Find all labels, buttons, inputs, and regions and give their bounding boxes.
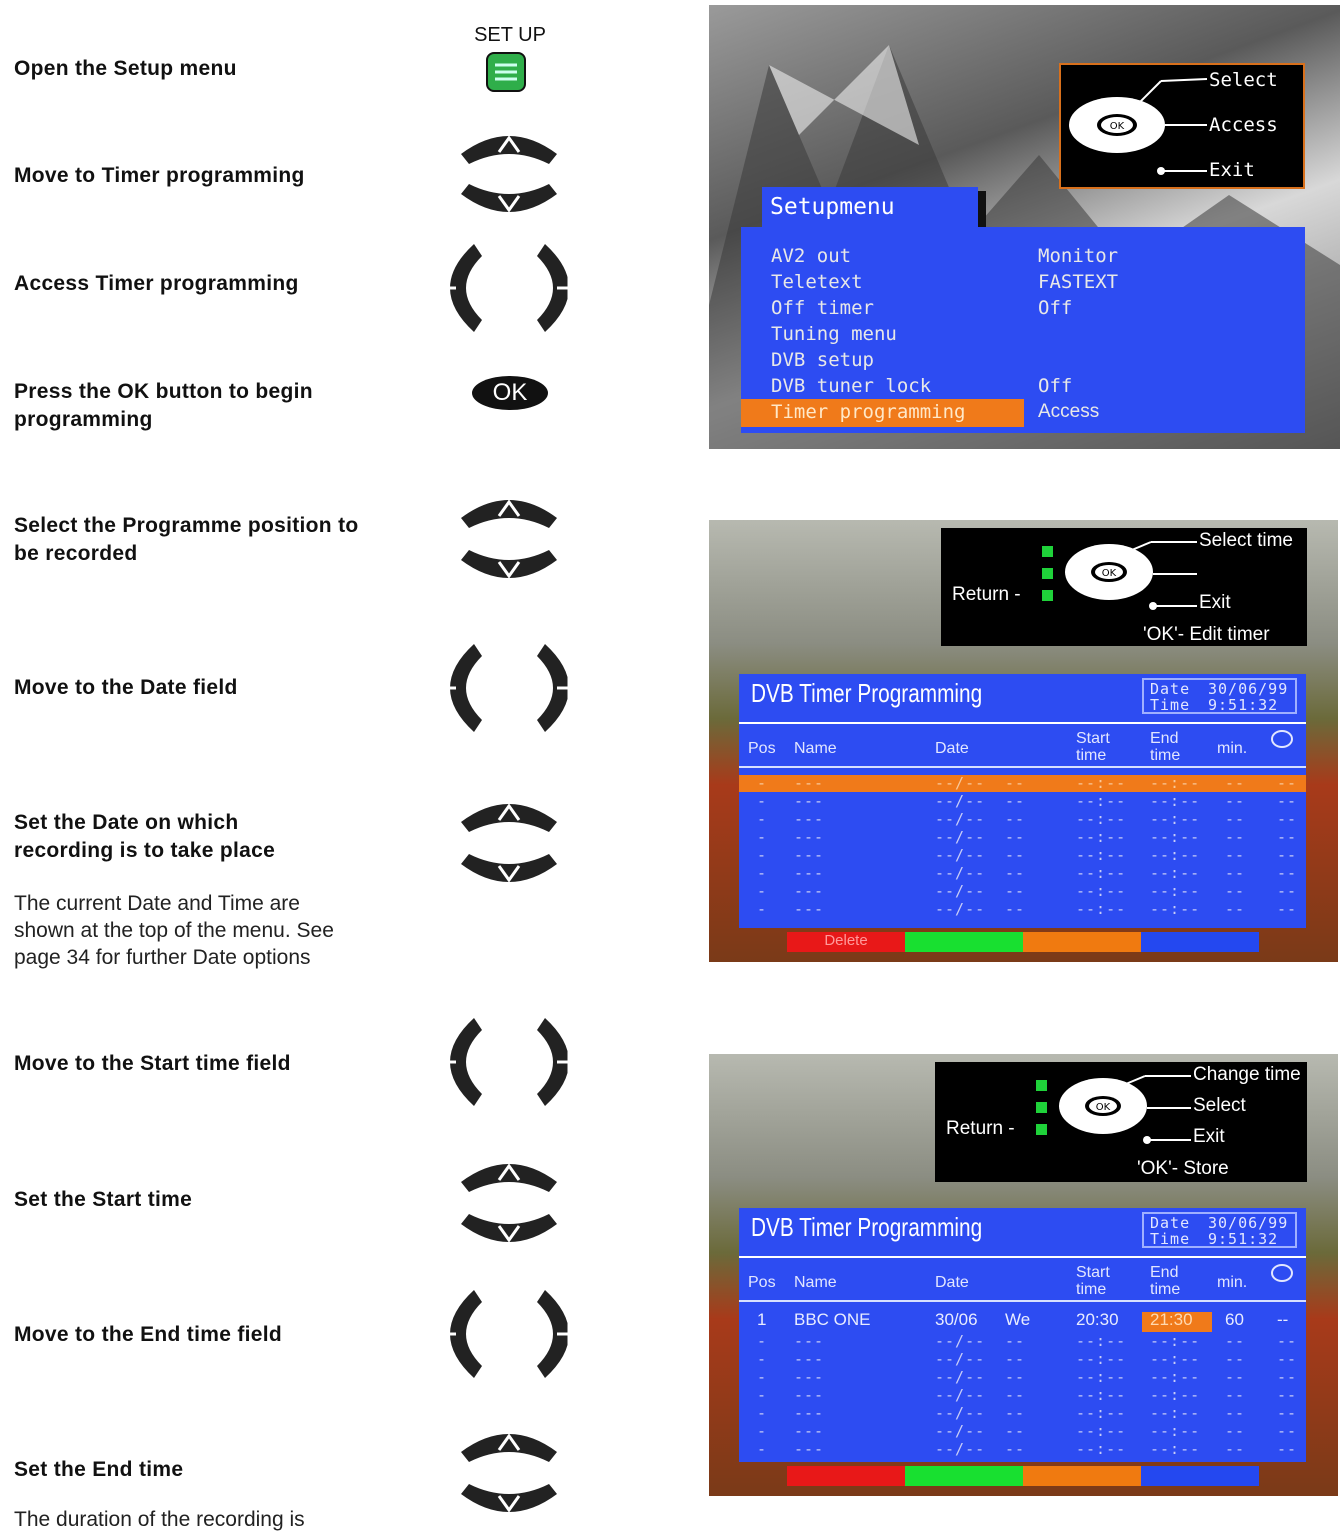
row-start: --:-- <box>1076 810 1127 828</box>
red-delete-button[interactable]: Delete <box>787 932 905 952</box>
date-value: 30/06/99 <box>1208 680 1289 698</box>
row-pos: - <box>757 774 768 792</box>
left-minus-button[interactable] <box>430 1290 486 1380</box>
right-plus-button[interactable] <box>537 644 593 734</box>
down-arrow-button[interactable] <box>457 1214 563 1256</box>
row-min: -- <box>1225 846 1246 864</box>
right-plus-button[interactable] <box>537 244 593 334</box>
menu-value-av2: Monitor <box>1038 245 1119 267</box>
col-date: Date <box>935 740 969 757</box>
row-pos: 1 <box>757 1310 767 1329</box>
row-day: -- <box>1005 1440 1026 1458</box>
down-arrow-button[interactable] <box>457 550 563 592</box>
step-move-end: Move to the End time field <box>14 1323 282 1346</box>
rows-divider <box>739 766 1306 768</box>
row-day: -- <box>1005 792 1026 810</box>
row-name: --- <box>794 774 825 792</box>
yellow-button[interactable] <box>1023 932 1141 952</box>
step-set-start: Set the Start time <box>14 1188 193 1211</box>
row-date: --/-- <box>935 864 986 882</box>
row-pos: - <box>757 1404 768 1422</box>
row-name: --- <box>794 1440 825 1458</box>
row-day: -- <box>1005 810 1026 828</box>
setup-menu-list <box>741 227 1305 433</box>
nav-access-label: Access <box>1209 114 1278 136</box>
row-start: --:-- <box>1076 882 1127 900</box>
row-end: --:-- <box>1150 1404 1201 1422</box>
row-start: --:-- <box>1076 1440 1127 1458</box>
nav-help-panel <box>935 1062 1307 1182</box>
row-name: --- <box>794 1422 825 1440</box>
row-name: --- <box>794 810 825 828</box>
teletext-icon <box>1271 730 1293 748</box>
row-x: -- <box>1277 828 1298 846</box>
time-label: Time <box>1150 1230 1191 1248</box>
screen-timer-list <box>709 520 1338 962</box>
row-min: -- <box>1225 1440 1246 1458</box>
col-min: min. <box>1217 1274 1248 1291</box>
row-name: --- <box>794 882 825 900</box>
menu-item-av2[interactable]: AV2 out <box>771 245 852 267</box>
row-pos: - <box>757 1350 768 1368</box>
row-name: --- <box>794 846 825 864</box>
row-start: --:-- <box>1076 1404 1127 1422</box>
row-day: -- <box>1005 864 1026 882</box>
row-date: --/-- <box>935 1386 986 1404</box>
down-arrow-button[interactable] <box>457 1484 563 1526</box>
yellow-button[interactable] <box>1023 1466 1141 1486</box>
up-arrow-button[interactable] <box>457 488 563 530</box>
row-day: -- <box>1005 882 1026 900</box>
nav-exit-label: Exit <box>1209 159 1255 181</box>
timer-title: DVB Timer Programming <box>751 1212 983 1242</box>
menu-item-tuning[interactable]: Tuning menu <box>771 323 897 345</box>
row-start: --:-- <box>1076 1350 1127 1368</box>
setup-label: SET UP <box>474 24 546 46</box>
menu-item-timer-programming[interactable]: Timer programming <box>771 401 966 423</box>
step-select-position: Select the Programme position to be recorded <box>14 514 359 565</box>
row-x: -- <box>1277 1386 1298 1404</box>
nav-change-time-label: Change time <box>1193 1064 1301 1085</box>
svg-text:OK: OK <box>1095 1102 1111 1113</box>
teletext-icon <box>1271 1264 1293 1282</box>
setup-button[interactable] <box>486 52 526 92</box>
row-min: -- <box>1225 864 1246 882</box>
row-pos: - <box>757 864 768 882</box>
step-move-timer: Move to Timer programming <box>14 164 305 187</box>
row-date: 30/06 <box>935 1310 978 1329</box>
ok-button[interactable]: OK <box>472 376 548 410</box>
row-pos: - <box>757 900 768 918</box>
down-arrow-button[interactable] <box>457 854 563 896</box>
row-pos: - <box>757 1440 768 1458</box>
row-date: --/-- <box>935 792 986 810</box>
row-name: --- <box>794 900 825 918</box>
row-day: -- <box>1005 1404 1026 1422</box>
green-button[interactable] <box>905 932 1023 952</box>
timer-table <box>739 674 1306 928</box>
row-x: -- <box>1277 1422 1298 1440</box>
menu-value-timer-programming: Access <box>1038 401 1100 422</box>
left-minus-button[interactable] <box>430 644 486 734</box>
row-date: --/-- <box>935 828 986 846</box>
row-pos: - <box>757 846 768 864</box>
row-date: --/-- <box>935 1332 986 1350</box>
nav-exit-label: Exit <box>1199 592 1231 613</box>
step-set-end: Set the End time <box>14 1458 184 1481</box>
row-pos: - <box>757 810 768 828</box>
row-start: --:-- <box>1076 1386 1127 1404</box>
row-pos: - <box>757 1332 768 1350</box>
row-day: -- <box>1005 1422 1026 1440</box>
col-min: min. <box>1217 740 1248 757</box>
row-end: --:-- <box>1150 900 1201 918</box>
row-name: --- <box>794 1350 825 1368</box>
row-min: -- <box>1225 1350 1246 1368</box>
row-date: --/-- <box>935 1350 986 1368</box>
row-name: --- <box>794 792 825 810</box>
row-day: -- <box>1005 1386 1026 1404</box>
row-name: --- <box>794 1332 825 1350</box>
svg-text:OK: OK <box>1101 568 1117 579</box>
date-label: Date <box>1150 680 1191 698</box>
row-min: -- <box>1225 774 1246 792</box>
row-end: --:-- <box>1150 1350 1201 1368</box>
row-date: --/-- <box>935 882 986 900</box>
row-date: --/-- <box>935 846 986 864</box>
date-time-box <box>1142 1212 1297 1248</box>
left-minus-button[interactable] <box>430 1018 486 1108</box>
nav-select-label: Select <box>1193 1095 1246 1116</box>
step-access-timer: Access Timer programming <box>14 272 299 295</box>
row-day: -- <box>1005 900 1026 918</box>
col-name: Name <box>794 1274 837 1291</box>
row-x: -- <box>1277 1404 1298 1422</box>
row-date: --/-- <box>935 810 986 828</box>
screen-timer-edit <box>709 1054 1338 1496</box>
note-date: The current Date and Time are shown at the top of the menu. See page 34 for further Date options <box>14 892 334 969</box>
row-min: -- <box>1225 882 1246 900</box>
right-plus-button[interactable] <box>537 1290 593 1380</box>
menu-item-dvb-setup[interactable]: DVB setup <box>771 349 874 371</box>
row-pos: - <box>757 1386 768 1404</box>
col-end-time: End time <box>1150 730 1181 764</box>
nav-ok-edit-label: 'OK'- Edit timer <box>1143 624 1270 645</box>
down-arrow-button[interactable] <box>457 184 563 226</box>
time-value: 9:51:32 <box>1208 1230 1279 1248</box>
menu-value-dvb-tuner-lock: Off <box>1038 375 1073 397</box>
row-date: --/-- <box>935 774 986 792</box>
step-press-ok: Press the OK button to begin programming <box>14 380 313 431</box>
row-day: -- <box>1005 1368 1026 1386</box>
row-pos: - <box>757 1368 768 1386</box>
row-x: -- <box>1277 1368 1298 1386</box>
col-end-time: End time <box>1150 1264 1181 1298</box>
date-label: Date <box>1150 1214 1191 1232</box>
row-start: --:-- <box>1076 792 1127 810</box>
nav-exit-label: Exit <box>1193 1126 1225 1147</box>
row-start: --:-- <box>1076 900 1127 918</box>
col-name: Name <box>794 740 837 757</box>
row-end: --:-- <box>1150 1422 1201 1440</box>
row-end: --:-- <box>1150 792 1201 810</box>
blue-button[interactable] <box>1141 1466 1259 1486</box>
row-day: -- <box>1005 846 1026 864</box>
menu-item-teletext[interactable]: Teletext <box>771 271 863 293</box>
row-pos: - <box>757 1422 768 1440</box>
up-arrow-button[interactable] <box>457 1152 563 1194</box>
menu-value-off-timer: Off <box>1038 297 1073 319</box>
row-day: -- <box>1005 774 1026 792</box>
row-start: --:-- <box>1076 828 1127 846</box>
row-start: --:-- <box>1076 846 1127 864</box>
row-start: --:-- <box>1076 774 1127 792</box>
step-set-date: Set the Date on which recording is to take place <box>14 811 276 862</box>
col-date: Date <box>935 1274 969 1291</box>
row-name: --- <box>794 1386 825 1404</box>
up-arrow-button[interactable] <box>457 792 563 834</box>
step-move-date: Move to the Date field <box>14 676 238 699</box>
date-time-box <box>1142 678 1297 714</box>
col-start-time: Start time <box>1076 730 1110 764</box>
menu-item-off-timer[interactable]: Off timer <box>771 297 874 319</box>
row-end: --:-- <box>1150 846 1201 864</box>
row-end: --:-- <box>1150 810 1201 828</box>
row-x: -- <box>1277 792 1298 810</box>
row-x: -- <box>1277 810 1298 828</box>
nav-select-label: Select <box>1209 69 1278 91</box>
row-date: --/-- <box>935 1404 986 1422</box>
row-min: -- <box>1225 900 1246 918</box>
row-date: --/-- <box>935 1422 986 1440</box>
date-value: 30/06/99 <box>1208 1214 1289 1232</box>
step-open-setup: Open the Setup menu <box>14 57 237 80</box>
row-day: -- <box>1005 828 1026 846</box>
row-start: --:-- <box>1076 1332 1127 1350</box>
row-pos: - <box>757 882 768 900</box>
rows-divider <box>739 1300 1306 1302</box>
row-x: -- <box>1277 1350 1298 1368</box>
note-duration: The duration of the recording is <box>14 1508 305 1531</box>
row-day: -- <box>1005 1332 1026 1350</box>
header-divider <box>739 1256 1306 1258</box>
menu-item-dvb-tuner-lock[interactable]: DVB tuner lock <box>771 375 932 397</box>
nav-return-label: Return - <box>952 584 1021 605</box>
left-minus-button[interactable] <box>430 244 486 334</box>
row-date: --/-- <box>935 1368 986 1386</box>
row-x: -- <box>1277 846 1298 864</box>
row-start: 20:30 <box>1076 1310 1119 1329</box>
nav-return-label: Return - <box>946 1118 1015 1139</box>
menu-title: Setupmenu <box>762 187 978 227</box>
up-arrow-button[interactable] <box>457 124 563 166</box>
nav-help-panel <box>941 528 1307 646</box>
step-move-start: Move to the Start time field <box>14 1052 291 1075</box>
nav-select-time-label: Select time <box>1199 530 1293 551</box>
red-button[interactable] <box>787 1466 905 1486</box>
screen-setup-menu <box>709 5 1340 449</box>
row-extra: -- <box>1277 1310 1289 1329</box>
col-pos: Pos <box>748 1274 776 1291</box>
time-label: Time <box>1150 696 1191 714</box>
row-name: --- <box>794 828 825 846</box>
row-name: --- <box>794 1404 825 1422</box>
row-x: -- <box>1277 1332 1298 1350</box>
row-end: --:-- <box>1150 1440 1201 1458</box>
row-date: --/-- <box>935 900 986 918</box>
row-min: -- <box>1225 810 1246 828</box>
row-name: --- <box>794 864 825 882</box>
row-min: -- <box>1225 1404 1246 1422</box>
green-button[interactable] <box>905 1466 1023 1486</box>
time-value: 9:51:32 <box>1208 696 1279 714</box>
row-start: --:-- <box>1076 864 1127 882</box>
row-date: --/-- <box>935 1440 986 1458</box>
row-end[interactable]: 21:30 <box>1150 1310 1193 1329</box>
blue-button[interactable] <box>1141 932 1259 952</box>
row-x: -- <box>1277 864 1298 882</box>
row-min: -- <box>1225 792 1246 810</box>
timer-title: DVB Timer Programming <box>751 678 983 708</box>
header-divider <box>739 722 1306 724</box>
svg-text:OK: OK <box>1109 121 1125 132</box>
row-start: --:-- <box>1076 1422 1127 1440</box>
menu-icon <box>486 52 526 92</box>
row-end: --:-- <box>1150 882 1201 900</box>
row-pos: - <box>757 792 768 810</box>
row-min: -- <box>1225 828 1246 846</box>
row-pos: - <box>757 828 768 846</box>
row-start: --:-- <box>1076 1368 1127 1386</box>
row-x: -- <box>1277 1440 1298 1458</box>
row-end: --:-- <box>1150 774 1201 792</box>
row-day: We <box>1005 1310 1031 1329</box>
row-x: -- <box>1277 774 1298 792</box>
row-min: 60 <box>1225 1310 1244 1329</box>
row-end: --:-- <box>1150 1386 1201 1404</box>
nav-ok-store-label: 'OK'- Store <box>1137 1158 1229 1179</box>
row-end: --:-- <box>1150 864 1201 882</box>
row-min: -- <box>1225 1332 1246 1350</box>
row-min: -- <box>1225 1386 1246 1404</box>
row-min: -- <box>1225 1368 1246 1386</box>
row-end: --:-- <box>1150 828 1201 846</box>
timer-table <box>739 1208 1306 1462</box>
up-arrow-button[interactable] <box>457 1422 563 1464</box>
row-end: --:-- <box>1150 1368 1201 1386</box>
menu-value-teletext: FASTEXT <box>1038 271 1119 293</box>
right-plus-button[interactable] <box>537 1018 593 1108</box>
row-end: --:-- <box>1150 1332 1201 1350</box>
col-pos: Pos <box>748 740 776 757</box>
row-min: -- <box>1225 1422 1246 1440</box>
nav-help-panel <box>1059 63 1305 189</box>
row-name: --- <box>794 1368 825 1386</box>
row-x: -- <box>1277 900 1298 918</box>
row-name: BBC ONE <box>794 1310 871 1329</box>
row-day: -- <box>1005 1350 1026 1368</box>
row-x: -- <box>1277 882 1298 900</box>
col-start-time: Start time <box>1076 1264 1110 1298</box>
